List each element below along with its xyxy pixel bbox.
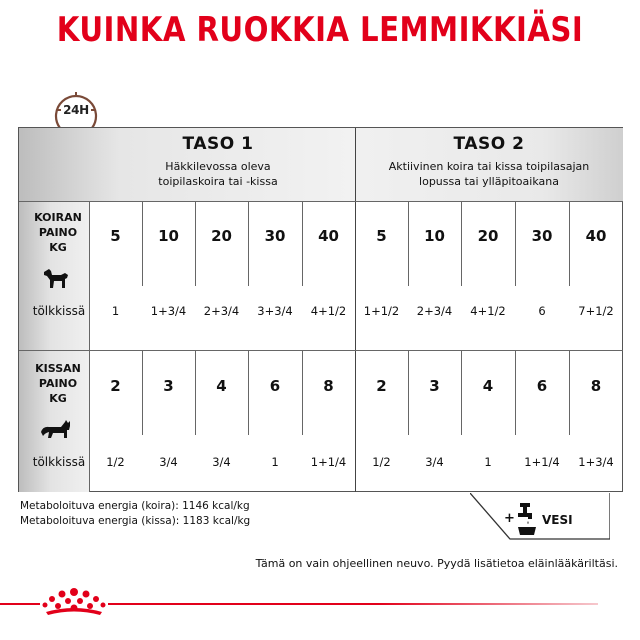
- feeding-table: [18, 127, 623, 492]
- water-tap-icon: [514, 501, 538, 537]
- cat-weight-cell: 4: [216, 377, 227, 395]
- royal-canin-crown-icon: [42, 586, 106, 618]
- level-2-desc-line2: lopussa tai ylläpitoaikana: [419, 175, 559, 188]
- level-2-title: TASO 2: [453, 134, 525, 154]
- dog-label-line2: PAINO: [38, 226, 78, 239]
- level-2-desc: [355, 159, 623, 189]
- cat-amount-cell: 3/4: [159, 455, 178, 469]
- cat-weight-cell: 8: [590, 377, 602, 395]
- cat-weight-label: [19, 361, 97, 406]
- cat-amount-cell: 1/2: [106, 455, 125, 469]
- cat-label-line1: KISSAN: [35, 362, 81, 375]
- dog-weight-cell: 20: [477, 227, 499, 245]
- dog-amount-cell: 4+1/2: [310, 304, 347, 318]
- cat-weight-cell: 2: [376, 377, 387, 395]
- cat-weight-cell: 6: [536, 377, 548, 395]
- cat-weight-cell: 2: [110, 377, 121, 395]
- level-2-header: [355, 128, 623, 201]
- level-1-desc-line2: toipilaskoira tai -kissa: [158, 175, 278, 188]
- level-1-header: [19, 128, 355, 201]
- dog-amount-cell: 7+1/2: [578, 304, 614, 318]
- dog-amount-cell: 2+3/4: [203, 304, 240, 318]
- footer-line-right: [108, 603, 598, 605]
- cat-amount-cell: 1: [484, 455, 492, 469]
- clock-label: 24H: [63, 103, 89, 117]
- water-plus: +: [504, 511, 515, 526]
- dog-weight-cell: 30: [531, 227, 553, 245]
- cat-label-line2: PAINO: [38, 377, 78, 390]
- footer-line-left: [0, 603, 40, 605]
- level-1-title: TASO 1: [182, 134, 254, 154]
- dog-weight-cell: 30: [264, 227, 286, 245]
- cat-weight-cell: 4: [482, 377, 494, 395]
- dog-unit-label: tölkkissä: [32, 304, 86, 318]
- cat-weight-cell: 3: [163, 377, 174, 395]
- dog-weight-cell: 5: [376, 227, 387, 245]
- energy-dog-text: Metaboloituva energia (koira): 1146 kcal/kg: [20, 500, 250, 512]
- dog-icon: [41, 266, 71, 292]
- cat-amount-cell: 1: [271, 455, 279, 469]
- cat-amount-cell: 1+1/4: [310, 455, 347, 469]
- water-label: VESI: [542, 513, 573, 527]
- dog-amount-cell: 1+3/4: [150, 304, 187, 318]
- cat-icon: [39, 418, 73, 440]
- dog-amount-cell: 1: [111, 304, 120, 318]
- dog-label-line1: KOIRAN: [34, 211, 82, 224]
- advice-note: Tämä on vain ohjeellinen neuvo. Pyydä lisätietoa eläinlääkäriltäsi.: [255, 557, 618, 570]
- page-title: KUINKA RUOKKIA LEMMIKKIÄSI: [56, 10, 584, 50]
- cat-unit-label: tölkkissä: [32, 455, 86, 469]
- cat-amount-cell: 1/2: [372, 455, 391, 469]
- cat-amount-cell: 3/4: [212, 455, 231, 469]
- dog-weight-cell: 40: [585, 227, 607, 245]
- level-1-desc-line1: Häkkilevossa oleva: [165, 160, 271, 173]
- dog-label-line3: KG: [49, 241, 67, 254]
- cat-amount-cell: 3/4: [425, 455, 444, 469]
- dog-weight-cell: 5: [110, 227, 121, 245]
- dog-amount-cell: 2+3/4: [416, 304, 453, 318]
- water-box: [470, 493, 610, 547]
- dog-amount-cell: 3+3/4: [257, 304, 293, 318]
- dog-weight-cell: 20: [211, 227, 232, 245]
- cat-weight-cell: 8: [323, 377, 334, 395]
- cat-amount-cell: 1+1/4: [524, 455, 560, 469]
- energy-cat-text: Metaboloituva energia (kissa): 1183 kcal/kg: [20, 515, 251, 527]
- grid-divider: [19, 350, 623, 351]
- dog-amount-cell: 1+1/2: [363, 304, 400, 318]
- dog-amount-cell: 6: [538, 304, 546, 318]
- dog-weight-cell: 40: [318, 227, 339, 245]
- grid-divider: [19, 201, 623, 202]
- dog-weight-cell: 10: [424, 227, 445, 245]
- level-1-desc: [81, 159, 355, 189]
- cat-weight-cell: 3: [429, 377, 440, 395]
- dog-weight-cell: 10: [158, 227, 179, 245]
- cat-label-line3: KG: [49, 392, 67, 405]
- dog-weight-label: [19, 210, 97, 255]
- level-2-desc-line1: Aktiivinen koira tai kissa toipilasajan: [388, 160, 590, 173]
- cat-weight-cell: 6: [269, 377, 281, 395]
- dog-amount-cell: 4+1/2: [470, 304, 506, 318]
- cat-amount-cell: 1+3/4: [578, 455, 614, 469]
